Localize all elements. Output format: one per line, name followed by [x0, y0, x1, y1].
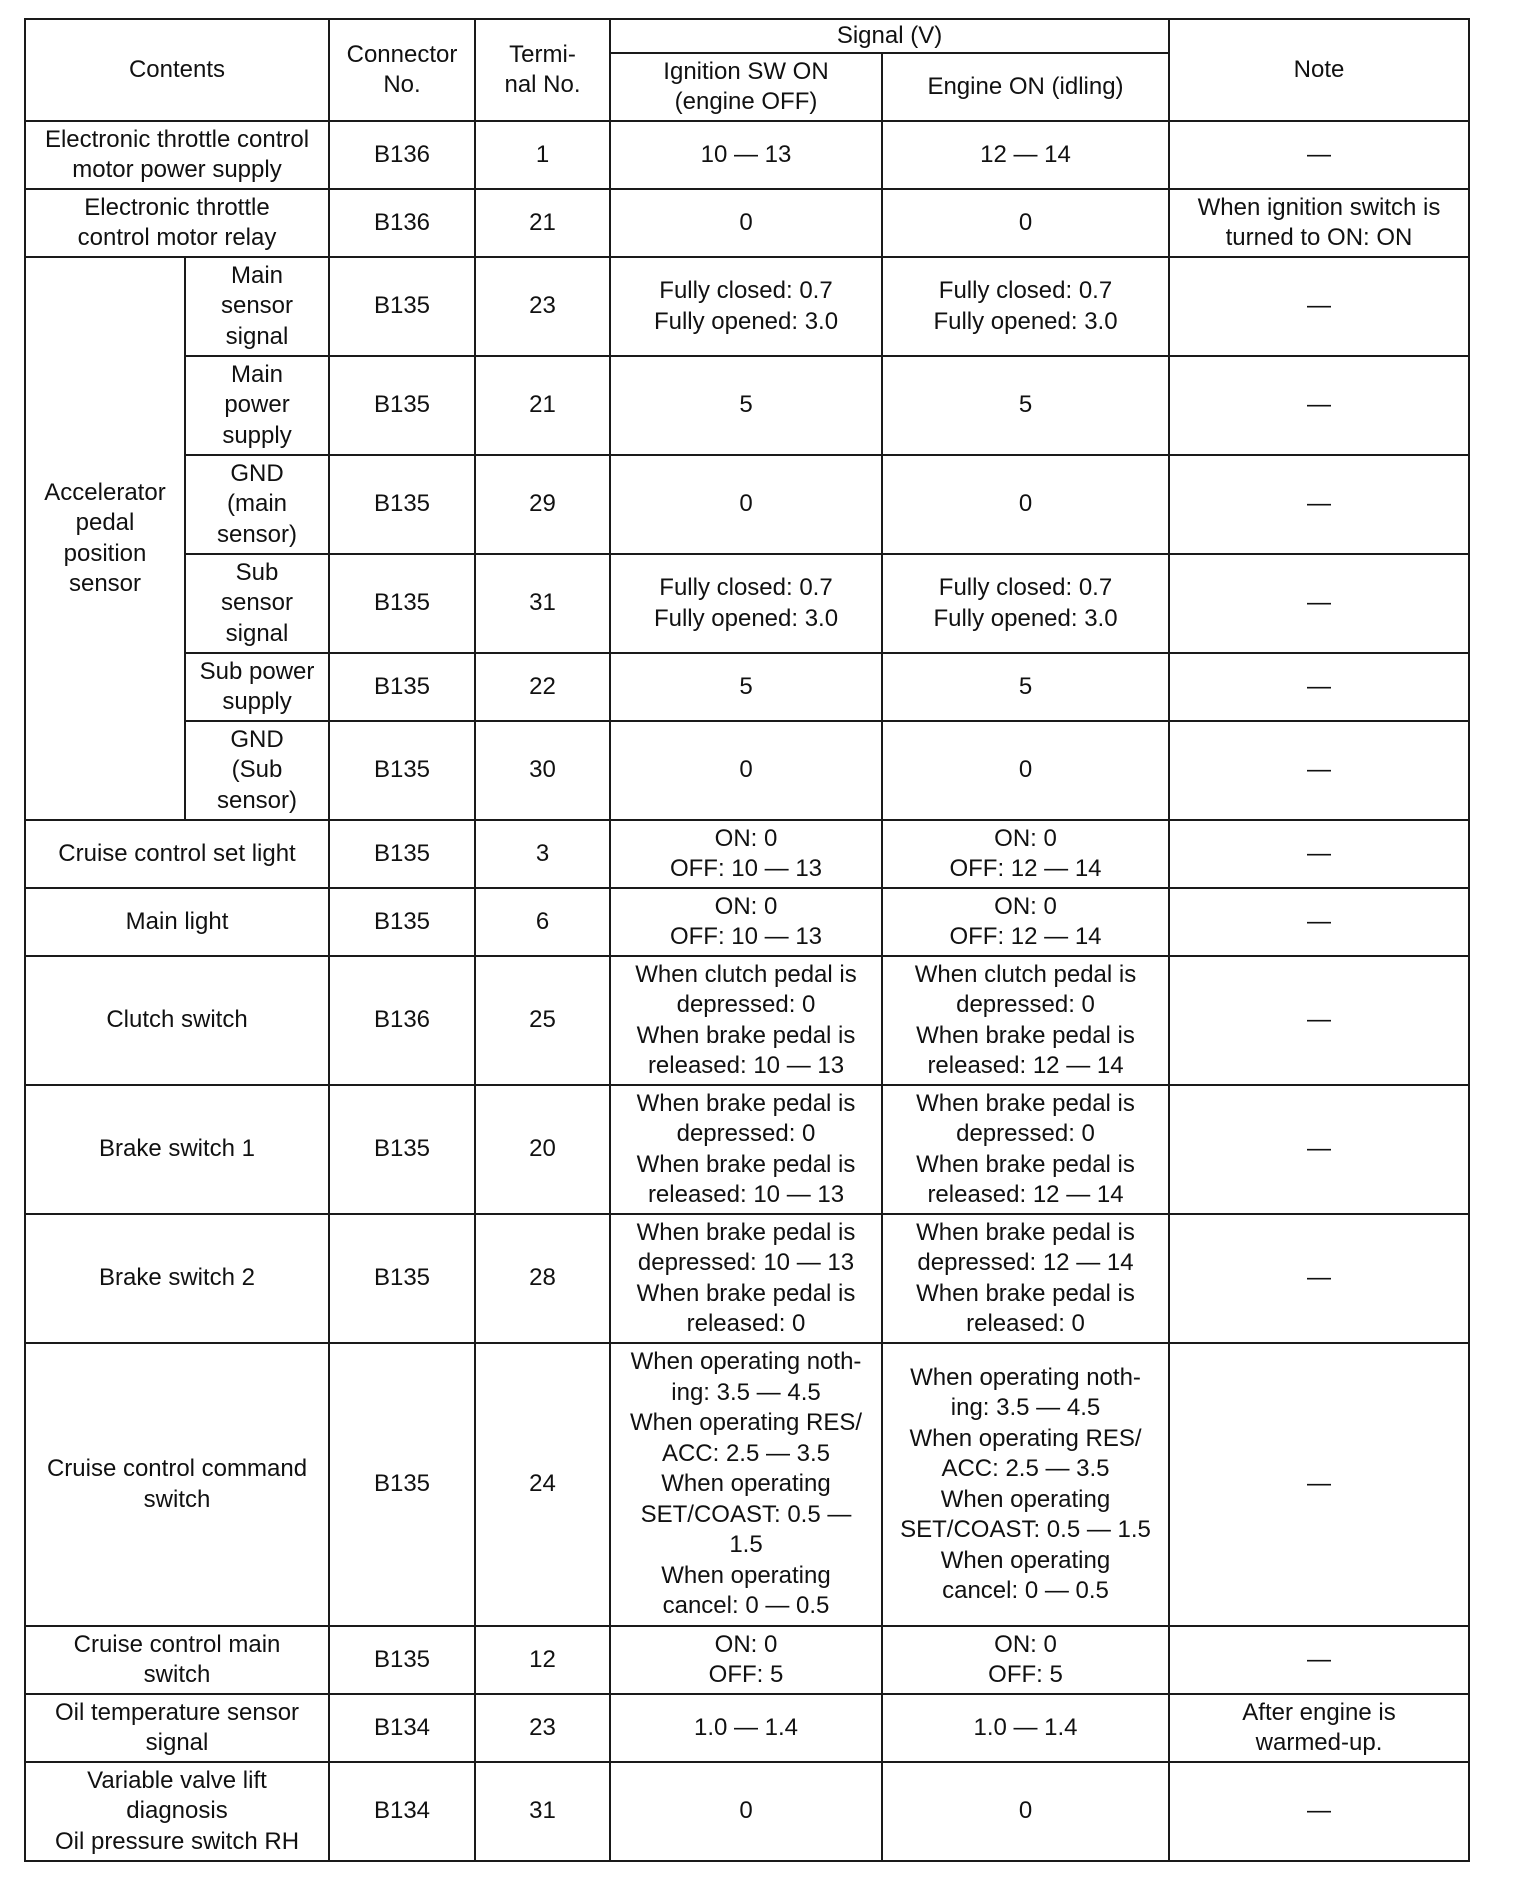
cell-connector: B134: [329, 1694, 475, 1762]
cell-contents: Sub sensor signal: [185, 554, 329, 653]
cell-terminal: 12: [475, 1626, 610, 1694]
cell-engine: Fully closed: 0.7 Fully opened: 3.0: [882, 257, 1169, 356]
cell-terminal: 25: [475, 956, 610, 1085]
header-signal: Signal (V): [610, 19, 1169, 53]
cell-ignition: When operating noth- ing: 3.5 — 4.5 When operating RES/ ACC: 2.5 — 3.5 When operating SET/COAST: 0.5 — 1.5 When operating cancel: 0 — 0.5: [610, 1343, 882, 1626]
cell-engine: 0: [882, 1762, 1169, 1861]
cell-connector: B135: [329, 888, 475, 956]
cell-terminal: 21: [475, 356, 610, 455]
cell-ignition: Fully closed: 0.7 Fully opened: 3.0: [610, 257, 882, 356]
cell-note: —: [1169, 356, 1469, 455]
table-row: [25, 356, 1469, 455]
cell-connector: B135: [329, 455, 475, 554]
cell-connector: B135: [329, 1214, 475, 1343]
cell-note: —: [1169, 121, 1469, 189]
cell-engine: 5: [882, 653, 1169, 721]
cell-terminal: 20: [475, 1085, 610, 1214]
table-row: [25, 257, 1469, 356]
group-accelerator-sensor: Accelerator pedal position sensor: [25, 257, 185, 820]
table-row: [25, 1085, 1469, 1214]
cell-ignition: Fully closed: 0.7 Fully opened: 3.0: [610, 554, 882, 653]
cell-note: —: [1169, 257, 1469, 356]
cell-connector: B135: [329, 721, 475, 820]
cell-connector: B136: [329, 189, 475, 257]
cell-engine: 0: [882, 189, 1169, 257]
cell-note: —: [1169, 888, 1469, 956]
cell-ignition: ON: 0 OFF: 5: [610, 1626, 882, 1694]
cell-ignition: When brake pedal is depressed: 10 — 13 When brake pedal is released: 0: [610, 1214, 882, 1343]
cell-terminal: 22: [475, 653, 610, 721]
cell-connector: B135: [329, 653, 475, 721]
cell-ignition: ON: 0 OFF: 10 — 13: [610, 820, 882, 888]
cell-contents: Brake switch 2: [25, 1214, 329, 1343]
cell-terminal: 28: [475, 1214, 610, 1343]
cell-engine: 0: [882, 455, 1169, 554]
cell-contents: Electronic throttle control motor relay: [25, 189, 329, 257]
cell-engine: When brake pedal is depressed: 0 When brake pedal is released: 12 — 14: [882, 1085, 1169, 1214]
cell-terminal: 6: [475, 888, 610, 956]
cell-terminal: 24: [475, 1343, 610, 1626]
table-row: [25, 1694, 1469, 1762]
cell-note: —: [1169, 455, 1469, 554]
cell-ignition: 0: [610, 1762, 882, 1861]
table-row: [25, 1214, 1469, 1343]
cell-terminal: 29: [475, 455, 610, 554]
cell-contents: Main light: [25, 888, 329, 956]
header-connector: Connector No.: [329, 19, 475, 121]
cell-contents: Variable valve lift diagnosis Oil pressure switch RH: [25, 1762, 329, 1861]
cell-ignition: When brake pedal is depressed: 0 When brake pedal is released: 10 — 13: [610, 1085, 882, 1214]
cell-note: —: [1169, 1085, 1469, 1214]
cell-contents: Cruise control set light: [25, 820, 329, 888]
cell-contents: Main sensor signal: [185, 257, 329, 356]
cell-terminal: 3: [475, 820, 610, 888]
cell-connector: B136: [329, 121, 475, 189]
cell-ignition: 1.0 — 1.4: [610, 1694, 882, 1762]
cell-ignition: 5: [610, 356, 882, 455]
cell-note: —: [1169, 820, 1469, 888]
cell-ignition: When clutch pedal is depressed: 0 When brake pedal is released: 10 — 13: [610, 956, 882, 1085]
table-row: [25, 455, 1469, 554]
cell-engine: When clutch pedal is depressed: 0 When brake pedal is released: 12 — 14: [882, 956, 1169, 1085]
table-row: [25, 1626, 1469, 1694]
signal-spec-table: [24, 18, 1470, 1862]
cell-contents: Sub power supply: [185, 653, 329, 721]
cell-engine: When brake pedal is depressed: 12 — 14 When brake pedal is released: 0: [882, 1214, 1169, 1343]
cell-contents: GND (main sensor): [185, 455, 329, 554]
cell-note: —: [1169, 1214, 1469, 1343]
header-note: Note: [1169, 19, 1469, 121]
cell-note: When ignition switch is turned to ON: ON: [1169, 189, 1469, 257]
header-contents: Contents: [25, 19, 329, 121]
cell-note: —: [1169, 1343, 1469, 1626]
cell-ignition: 0: [610, 189, 882, 257]
cell-connector: B135: [329, 356, 475, 455]
cell-note: After engine is warmed-up.: [1169, 1694, 1469, 1762]
cell-note: —: [1169, 554, 1469, 653]
header-ignition: Ignition SW ON (engine OFF): [610, 53, 882, 121]
cell-contents: Brake switch 1: [25, 1085, 329, 1214]
cell-connector: B134: [329, 1762, 475, 1861]
cell-engine: ON: 0 OFF: 12 — 14: [882, 888, 1169, 956]
cell-engine: 5: [882, 356, 1169, 455]
cell-ignition: ON: 0 OFF: 10 — 13: [610, 888, 882, 956]
header-terminal: Termi- nal No.: [475, 19, 610, 121]
cell-terminal: 23: [475, 257, 610, 356]
table-row: [25, 554, 1469, 653]
cell-terminal: 31: [475, 1762, 610, 1861]
table-row: [25, 820, 1469, 888]
cell-terminal: 23: [475, 1694, 610, 1762]
cell-terminal: 30: [475, 721, 610, 820]
cell-connector: B135: [329, 1085, 475, 1214]
table-row: [25, 721, 1469, 820]
cell-ignition: 5: [610, 653, 882, 721]
cell-terminal: 1: [475, 121, 610, 189]
cell-note: —: [1169, 956, 1469, 1085]
cell-connector: B135: [329, 820, 475, 888]
cell-connector: B135: [329, 1626, 475, 1694]
cell-note: —: [1169, 1762, 1469, 1861]
cell-contents: Cruise control command switch: [25, 1343, 329, 1626]
table-row: [25, 653, 1469, 721]
table-row: [25, 1343, 1469, 1626]
cell-engine: ON: 0 OFF: 5: [882, 1626, 1169, 1694]
cell-engine: Fully closed: 0.7 Fully opened: 3.0: [882, 554, 1169, 653]
cell-contents: Main power supply: [185, 356, 329, 455]
cell-connector: B136: [329, 956, 475, 1085]
table-row: [25, 121, 1469, 189]
cell-ignition: 0: [610, 455, 882, 554]
table-row: [25, 189, 1469, 257]
cell-terminal: 21: [475, 189, 610, 257]
cell-note: —: [1169, 721, 1469, 820]
cell-contents: Electronic throttle control motor power supply: [25, 121, 329, 189]
cell-contents: Clutch switch: [25, 956, 329, 1085]
table-row: [25, 956, 1469, 1085]
header-row: [25, 19, 1469, 53]
header-engine: Engine ON (idling): [882, 53, 1169, 121]
cell-ignition: 0: [610, 721, 882, 820]
cell-contents: GND (Sub sensor): [185, 721, 329, 820]
cell-connector: B135: [329, 257, 475, 356]
cell-terminal: 31: [475, 554, 610, 653]
cell-contents: Cruise control main switch: [25, 1626, 329, 1694]
cell-engine: When operating noth- ing: 3.5 — 4.5 When operating RES/ ACC: 2.5 — 3.5 When operating SET/COAST: 0.5 — 1.5 When operating cancel: 0 — 0.5: [882, 1343, 1169, 1626]
cell-contents: Oil temperature sensor signal: [25, 1694, 329, 1762]
cell-engine: 0: [882, 721, 1169, 820]
cell-engine: 12 — 14: [882, 121, 1169, 189]
cell-engine: 1.0 — 1.4: [882, 1694, 1169, 1762]
table-row: [25, 888, 1469, 956]
cell-ignition: 10 — 13: [610, 121, 882, 189]
cell-connector: B135: [329, 554, 475, 653]
cell-note: —: [1169, 653, 1469, 721]
cell-engine: ON: 0 OFF: 12 — 14: [882, 820, 1169, 888]
table-row: [25, 1762, 1469, 1861]
cell-note: —: [1169, 1626, 1469, 1694]
cell-connector: B135: [329, 1343, 475, 1626]
